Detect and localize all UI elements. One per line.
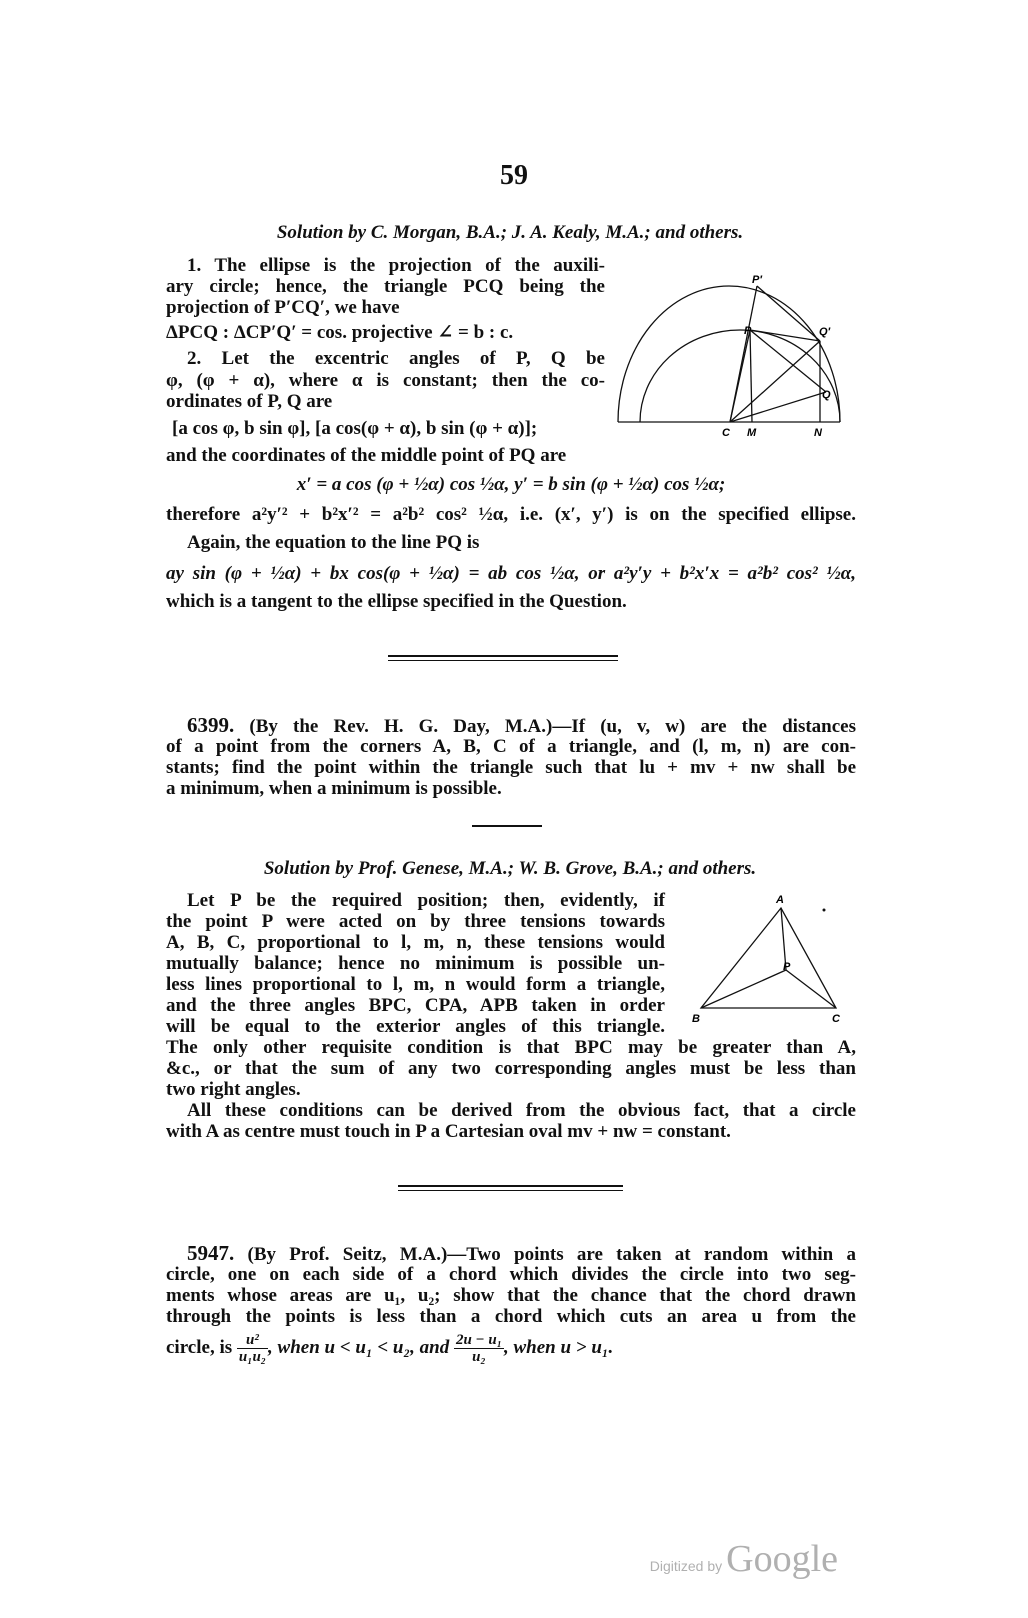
solution-6234-line: 2. Let the excentric angles of P, Q be <box>187 348 605 369</box>
problem-5947-last-line <box>166 1328 613 1368</box>
solution-6234-line: ΔPCQ : ΔCP′Q′ = cos. projective ∠ = b : c. <box>166 322 514 343</box>
solution-6234-line: and the coordinates of the middle point of PQ are <box>166 445 567 466</box>
solution-6234-line: φ, (φ + α), where α is constant; then the co- <box>166 370 605 391</box>
solution-6234-line: Again, the equation to the line PQ is <box>187 532 480 553</box>
solution-6399-line: A, B, C, proportional to l, m, n, these tensions would <box>166 932 665 953</box>
fraction-denominator: u₁u₂ <box>238 1349 267 1366</box>
solution-6399-line: will be equal to the exterior angles of this triangle. <box>166 1016 665 1037</box>
figure-label: C <box>722 427 730 439</box>
watermark-logo: Google <box>726 1538 838 1580</box>
problem-5947-line: through the points is less than a chord which cuts an area u from the <box>166 1306 856 1327</box>
solution-6399-line: with A as centre must touch in P a Cartesian oval mv + nw = constant. <box>166 1121 731 1142</box>
solution-heading-6234: Solution by C. Morgan, B.A.; J. A. Kealy, M.A.; and others. <box>276 222 744 243</box>
solution-6399-line: less lines proportional to l, m, n would form a triangle, <box>166 974 665 995</box>
solution-6234-line: projection of P′CQ′, we have <box>166 297 400 318</box>
page-number: 59 <box>500 160 528 191</box>
fraction-numerator: u² <box>237 1332 268 1349</box>
solution-6399-line: Let P be the required position; then, evidently, if <box>187 890 665 911</box>
solution-6399-line: All these conditions can be derived from the obvious fact, that a circle <box>187 1100 856 1121</box>
problem-6399-line: of a point from the corners A, B, C of a triangle, and (l, m, n) are con- <box>166 736 856 757</box>
solution-6234-line: ay sin (φ + ½α) + bx cos(φ + ½α) = ab cos ½α, or a²y′y + b²x′x = a²b² cos² ½α, <box>166 563 856 584</box>
problem-5947-line: circle, one on each side of a chord which divides the circle into two seg- <box>166 1264 856 1285</box>
figure-label: C <box>832 1013 840 1025</box>
section-divider <box>398 1190 623 1191</box>
ellipse-figure <box>612 272 858 448</box>
figure-label: B <box>692 1013 700 1025</box>
solution-6399-line: the point P were acted on by three tensions towards <box>166 911 665 932</box>
last-line-middle: , when u < u₁ < u₂, and <box>268 1337 450 1358</box>
solution-6234-line: which is a tangent to the ellipse specified in the Question. <box>166 591 627 612</box>
section-divider <box>388 660 618 661</box>
solution-6234-line: ordinates of P, Q are <box>166 391 333 412</box>
dot-mark <box>823 909 826 912</box>
problem-5947-first-line <box>187 1243 856 1265</box>
triangle-figure <box>686 890 856 1030</box>
solution-6399-line: two right angles. <box>166 1079 301 1100</box>
solution-6234-line: [a cos φ, b sin φ], [a cos(φ + α), b sin (φ + α)]; <box>172 418 538 439</box>
last-line-prefix: circle, is <box>166 1337 233 1358</box>
problem-5947-line: (By Prof. Seitz, M.A.)—Two points are taken at random within a <box>247 1244 856 1265</box>
solution-6234-line: 1. The ellipse is the projection of the auxili- <box>187 255 605 276</box>
solution-6234-line: ary circle; hence, the triangle PCQ being the <box>166 276 605 297</box>
problem-6399-line: stants; find the point within the triangle such that lu + mv + nw shall be <box>166 757 856 778</box>
section-divider <box>388 655 618 657</box>
figure-label: N <box>814 427 822 439</box>
solution-6399-line: and the three angles BPC, CPA, APB taken in order <box>166 995 665 1016</box>
solution-6234-line: therefore a²y′² + b²x′² = a²b² cos² ½α, i.e. (x′, y′) is on the specified ellipse. <box>166 504 856 525</box>
fraction-numerator: 2u − u₁ <box>455 1332 502 1349</box>
fraction-denominator: u₂ <box>472 1349 486 1366</box>
digitized-watermark <box>650 1537 838 1581</box>
section-divider <box>398 1185 623 1187</box>
solution-heading-6399: Solution by Prof. Genese, M.A.; W. B. Grove, B.A.; and others. <box>263 858 757 879</box>
figure-label: Q <box>822 389 831 401</box>
watermark-small: Digitized by <box>649 1558 723 1574</box>
solution-6234-line: x′ = a cos (φ + ½α) cos ½α, y′ = b sin (φ + ½α) cos ½α; <box>296 474 726 495</box>
figure-label: M <box>747 427 757 439</box>
problem-6399-line: a minimum, when a minimum is possible. <box>166 778 502 799</box>
fraction-2 <box>454 1332 504 1365</box>
figure-label: A <box>776 894 784 906</box>
last-line-suffix: , when u > u₁. <box>503 1337 614 1358</box>
short-divider <box>472 825 542 827</box>
problem-6399-line: (By the Rev. H. G. Day, M.A.)—If (u, v, w) are the distances <box>249 716 856 737</box>
figure-label: P <box>783 961 791 973</box>
figure-label: P′ <box>752 274 762 286</box>
figure-label: Q′ <box>819 326 831 338</box>
solution-6399-line: mutually balance; hence no minimum is possible un- <box>166 953 665 974</box>
problem-6399-first-line <box>187 715 856 737</box>
problem-number: 6399. <box>187 713 235 737</box>
figure-label: P <box>744 325 752 337</box>
fraction-1 <box>237 1332 268 1365</box>
problem-number: 5947. <box>187 1241 235 1265</box>
solution-6399-line: &c., or that the sum of any two corresponding angles must be less than <box>166 1058 856 1079</box>
problem-5947-line: ments whose areas are u₁, u₂; show that the chance that the chord drawn <box>166 1285 856 1306</box>
solution-6399-line: The only other requisite condition is that BPC may be greater than A, <box>166 1037 856 1058</box>
